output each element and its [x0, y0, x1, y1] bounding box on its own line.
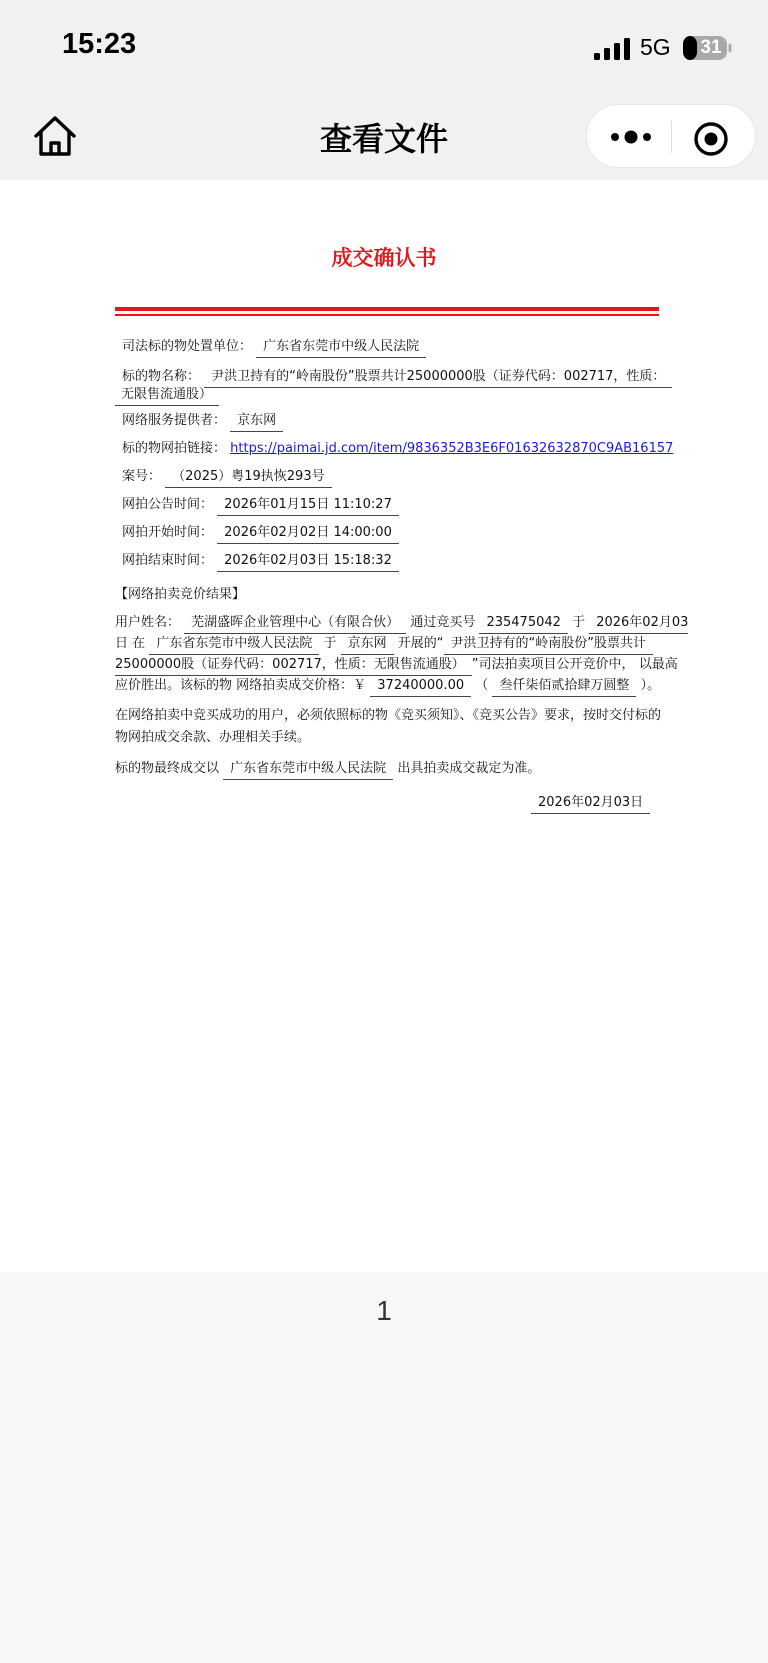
result-line-3 [115, 656, 678, 676]
field-disposal-unit [122, 338, 426, 358]
result-bid-value: 235475042 [479, 614, 567, 634]
close-miniprogram-icon[interactable] [691, 119, 731, 159]
field-value: 无限售流通股） [115, 386, 219, 406]
result-bid-label: 通过竞买号 [410, 615, 476, 630]
field-value: 京东网 [230, 412, 283, 432]
notice-line-2: 物网拍成交余款、办理相关手续。 [115, 730, 311, 745]
field-label: 标的物名称： [122, 369, 201, 384]
final-statement [115, 760, 540, 780]
field-end-time [122, 552, 399, 572]
document-title: 成交确认书 [331, 246, 437, 270]
result-item-value: 尹洪卫持有的“岭南股份”股票共计 [444, 635, 653, 655]
result-line-2 [115, 635, 653, 655]
field-item-name [122, 368, 672, 388]
result-win-text: 应价胜出。该标的物 网络拍卖成交价格：￥ [115, 678, 367, 693]
notice-line-1: 在网络拍卖中竞买成功的用户，必须依照标的物《竞买须知》、《竞买公告》要求，按时交付标的 [115, 708, 662, 723]
result-paren-open: （ [475, 678, 489, 693]
result-day: 日 [115, 636, 129, 651]
field-case-number [122, 468, 332, 488]
field-value: 尹洪卫持有的“岭南股份”股票共计25000000股（证券代码：002717，性质： [204, 368, 672, 388]
field-label: 标的物网拍链接： [122, 441, 227, 456]
field-label: 网拍开始时间： [122, 525, 214, 540]
field-value: （2025）粤19执恢293号 [165, 468, 331, 488]
result-platform-value: 京东网 [341, 635, 394, 655]
result-user-value: 芜湖盛晖企业管理中心（有限合伙） [184, 614, 406, 634]
result-on: 于 [572, 615, 586, 630]
more-icon[interactable] [605, 119, 657, 155]
signal-strength-icon [594, 38, 632, 60]
result-heading: 【网络拍卖竞价结果】 [115, 587, 246, 602]
document-page [0, 180, 768, 1272]
final-suffix: 出具拍卖成交裁定为准。 [397, 761, 541, 776]
battery-level: 31 [700, 37, 722, 58]
result-tail-2: 以最高 [638, 657, 678, 672]
field-value: 2026年02月02日 14:00:00 [217, 524, 399, 544]
field-label: 网络服务提供者： [122, 413, 227, 428]
title-rule-thin [115, 314, 659, 316]
result-on-2: 于 [323, 636, 337, 651]
sign-date-value: 2026年02月03日 [531, 794, 650, 814]
miniprogram-capsule [586, 104, 756, 168]
field-announce-time [122, 496, 399, 516]
field-provider [122, 412, 283, 432]
result-price-words: 叁仟柒佰贰拾肆万圆整 [492, 677, 636, 697]
auction-link[interactable]: https://paimai.jd.com/item/9836352B3E6F01632632870C9AB16157 [230, 441, 674, 456]
result-line-1 [115, 614, 688, 634]
status-bar [0, 0, 768, 94]
result-user-label: 用户姓名： [115, 615, 181, 630]
result-tail: ”司法拍卖项目公开竞价中， [471, 657, 635, 672]
title-rule [115, 307, 659, 311]
result-line-4 [115, 677, 660, 697]
result-date-value: 2026年02月03 [589, 614, 688, 634]
field-value: 2026年02月03日 15:18:32 [217, 552, 399, 572]
result-court-value: 广东省东莞市中级人民法院 [149, 635, 319, 655]
final-prefix: 标的物最终成交以 [115, 761, 220, 776]
field-value: 2026年01月15日 11:10:27 [217, 496, 399, 516]
result-item-value-cont: 25000000股（证券代码：002717，性质：无限售流通股） [115, 656, 472, 676]
capsule-divider [671, 121, 672, 153]
field-label: 网拍公告时间： [122, 497, 214, 512]
field-item-name-cont [115, 386, 219, 406]
page-number: 1 [376, 1295, 392, 1326]
field-value: 广东省东莞市中级人民法院 [256, 338, 426, 358]
result-price-value: 37240000.00 [370, 677, 471, 697]
result-held: 开展的“ [397, 636, 444, 651]
nav-bar [0, 94, 768, 180]
field-label: 网拍结束时间： [122, 553, 214, 568]
field-auction-link [122, 440, 673, 458]
result-at: 在 [132, 636, 146, 651]
result-paren-close: ）。 [640, 678, 661, 693]
network-type: 5G [640, 34, 671, 60]
final-court: 广东省东莞市中级人民法院 [223, 760, 393, 780]
sign-date [531, 794, 650, 814]
field-start-time [122, 524, 399, 544]
status-time: 15:23 [62, 28, 137, 60]
field-label: 司法标的物处置单位： [122, 339, 253, 354]
field-label: 案号： [122, 469, 162, 484]
page-title: 查看文件 [319, 120, 448, 158]
